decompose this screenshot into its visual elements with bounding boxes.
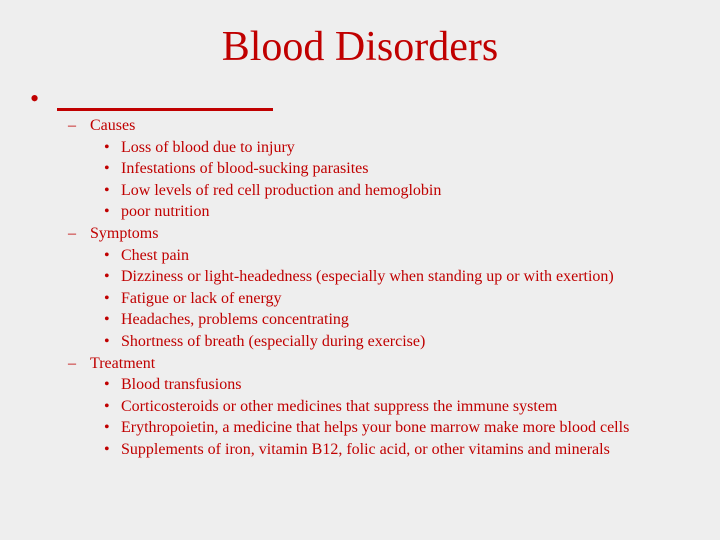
list-item-text: Corticosteroids or other medicines that suppress the immune system xyxy=(121,397,558,415)
section-heading: Symptoms xyxy=(90,224,159,242)
dash-glyph: – xyxy=(68,224,76,242)
bullet-glyph: • xyxy=(30,84,40,113)
dot-glyph: • xyxy=(104,246,110,264)
dot-glyph: • xyxy=(104,440,110,458)
dot-glyph: • xyxy=(104,311,110,329)
dot-glyph: • xyxy=(104,181,110,199)
dash-glyph: – xyxy=(68,354,76,372)
list-item xyxy=(68,245,708,267)
section-causes xyxy=(68,115,708,137)
dot-glyph: • xyxy=(104,289,110,307)
dot-glyph: • xyxy=(104,376,110,394)
list-item-text: Fatigue or lack of energy xyxy=(121,289,282,307)
section-heading: Treatment xyxy=(90,354,156,372)
list-item xyxy=(68,331,708,353)
dash-glyph: – xyxy=(68,117,76,134)
list-item-text: Low levels of red cell production and hemoglobin xyxy=(121,181,442,199)
list-item xyxy=(68,417,708,439)
list-item-text: Headaches, problems concentrating xyxy=(121,311,349,329)
list-item xyxy=(68,137,708,159)
list-item-text: Erythropoietin, a medicine that helps your bone marrow make more blood cells xyxy=(121,419,630,437)
list-item xyxy=(68,396,708,418)
list-item-text: poor nutrition xyxy=(121,203,210,221)
list-item xyxy=(68,374,708,396)
list-item xyxy=(68,201,708,223)
dot-glyph: • xyxy=(104,138,110,156)
dot-glyph: • xyxy=(104,268,110,286)
list-item xyxy=(68,439,708,461)
slide-title: Blood Disorders xyxy=(221,24,499,70)
dot-glyph: • xyxy=(104,397,110,415)
list-item-text: Loss of blood due to injury xyxy=(121,138,295,156)
list-item-text: Blood transfusions xyxy=(121,376,242,394)
section-symptoms xyxy=(68,223,708,245)
outline-list xyxy=(68,115,708,461)
list-item-text: Chest pain xyxy=(121,246,189,264)
list-item xyxy=(68,180,708,202)
dot-glyph: • xyxy=(104,160,110,178)
list-item-text: Dizziness or light-headedness (especially when standing up or with exertion) xyxy=(121,268,614,286)
fill-in-blank-line xyxy=(57,84,273,111)
list-item-text: Supplements of iron, vitamin B12, folic acid, or other vitamins and minerals xyxy=(121,440,610,458)
list-item-text: Shortness of breath (especially during exercise) xyxy=(121,332,426,350)
dot-glyph: • xyxy=(104,203,110,221)
list-item xyxy=(68,288,708,310)
list-item xyxy=(68,309,708,331)
dot-glyph: • xyxy=(104,332,110,350)
list-item xyxy=(68,266,708,288)
section-treatment xyxy=(68,353,708,375)
dot-glyph: • xyxy=(104,419,110,437)
section-heading: Causes xyxy=(90,117,136,134)
list-item-text: Infestations of blood-sucking parasites xyxy=(121,160,369,178)
list-item xyxy=(68,158,708,180)
